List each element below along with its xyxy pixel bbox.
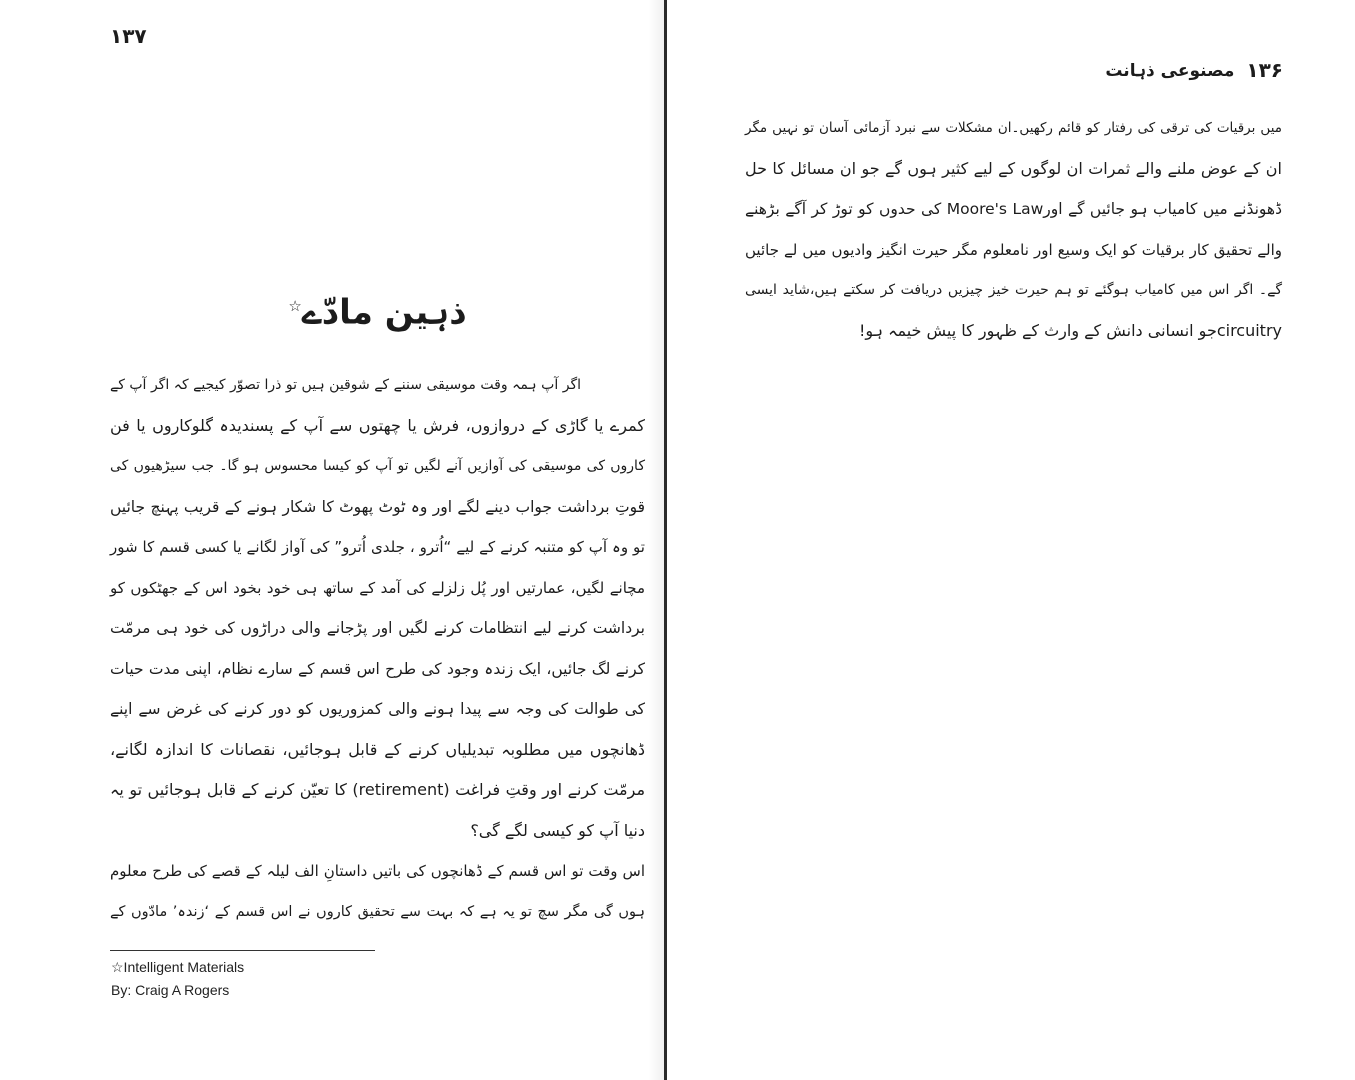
body-line: دنیا آپ کو کیسی لگے گی؟ xyxy=(470,820,645,840)
body-line: والے تحقیق کار برقیات کو ایک وسیع اور نامعلوم مگر حیرت انگیز وادیوں میں لے جائیں xyxy=(745,240,1282,259)
body-line: اس وقت تو اس قسم کے ڈھانچوں کی باتیں داستانِ الف لیلہ کے قصے کی طرح معلوم xyxy=(110,862,645,880)
footnote-marker: ☆ xyxy=(288,297,302,315)
spine-shadow xyxy=(648,0,664,1080)
chapter-title-text: ذہین مادّے xyxy=(301,292,467,333)
body-line: circuitryجو انسانی دانش کے وارث کے ظہور کا پیش خیمہ ہو! xyxy=(858,320,1282,340)
body-line: مچانے لگیں، عمارتیں اور پُل زلزلے کی آمد کے ساتھ ہی خود بخود اس کے جھٹکوں کو xyxy=(110,578,645,597)
running-header: مصنوعی ذہانت xyxy=(1105,60,1235,81)
body-line: گے۔ اگر اس میں کامیاب ہوگئے تو ہم حیرت خیز چیزیں دریافت کر سکتے ہیں،شاید ایسی xyxy=(745,282,1282,298)
footnote xyxy=(111,956,244,1002)
body-line: ڈھونڈنے میں کامیاب ہو جائیں گے اورMoore's Law کی حدوں کو توڑ کر آگے بڑھنے xyxy=(745,200,1283,218)
right-page-number: ۱۳۶ xyxy=(1246,58,1283,82)
left-page-body xyxy=(110,365,645,932)
body-line: ان کے عوض ملنے والے ثمرات ان لوگوں کے لیے کثیر ہوں گے جو ان مسائل کا حل xyxy=(745,158,1282,178)
chapter-title xyxy=(110,280,645,338)
footnote-title: ☆Intelligent Materials xyxy=(111,959,245,975)
body-line: تو وہ آپ کو متنبہ کرنے کے لیے “اُترو ، جلدی اُترو” کی آواز لگانے یا کسی قسم کا شور xyxy=(110,538,645,556)
body-line: ڈھانچوں میں مطلوبہ تبدیلیاں کرنے کے قابل ہوجائیں، نقصانات کا اندازہ لگانے، xyxy=(110,739,645,759)
footnote-rule xyxy=(110,950,375,951)
spine-divider xyxy=(664,0,667,1080)
right-page-header xyxy=(1105,58,1283,82)
body-line: کاروں کی موسیقی کی آوازیں آنے لگیں تو آپ کو کیسا محسوس ہو گا۔ جب سیڑھیوں کی xyxy=(110,458,645,474)
body-line: کمرے یا گاڑی کے دروازوں، فرش یا چھتوں سے آپ کے پسندیدہ گلوکاروں یا فن xyxy=(110,415,645,435)
body-line: میں برقیات کی ترقی کی رفتار کو قائم رکھیں۔ان مشکلات سے نبرد آزمائی آسان تو نہیں مگر xyxy=(745,120,1282,136)
body-line: برداشت کرنے لیے انتظامات کرنے لگیں اور پڑجانے والی دراڑوں کی خود ہی مرمّت xyxy=(110,619,645,637)
left-page xyxy=(0,0,664,1080)
left-page-number: ۱۳۷ xyxy=(110,24,147,48)
right-page-body xyxy=(745,108,1282,351)
body-line: اگر آپ ہمہ وقت موسیقی سننے کے شوقین ہیں تو ذرا تصوّر کیجیے کہ اگر آپ کے xyxy=(110,377,581,393)
body-line: مرمّت کرنے اور وقتِ فراغت (retirement) کا تعیّن کرنے کے قابل ہوجائیں تو یہ xyxy=(110,780,646,799)
body-line: ہوں گی مگر سچ تو یہ ہے کہ بہت سے تحقیق کاروں نے اس قسم کے ‘زندہ’ مادّوں کے xyxy=(110,903,645,920)
footnote-author: By: Craig A Rogers xyxy=(111,982,230,998)
body-line: کی طوالت کی وجہ سے پیدا ہونے والی کمزوریوں کو دور کرنے کی غرض سے اپنے xyxy=(110,700,645,718)
body-line: کرنے لگ جائیں، ایک زندہ وجود کی طرح اس قسم کے سارے نظام، اپنی مدت حیات xyxy=(110,659,645,678)
body-line: قوتِ برداشت جواب دینے لگے اور وہ ٹوٹ پھوٹ کا شکار ہونے کے قریب پہنچ جائیں xyxy=(110,497,645,516)
